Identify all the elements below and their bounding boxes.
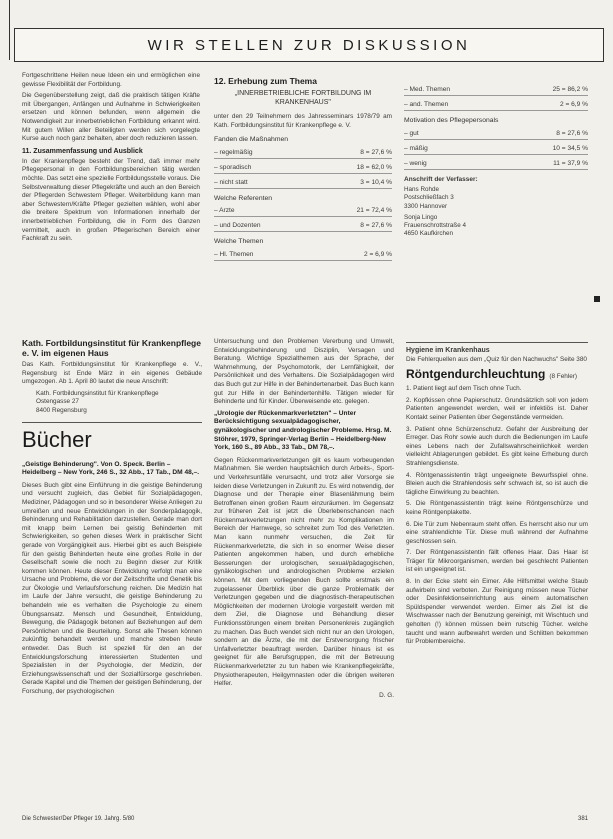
institute-address: Kath. Fortbildungsinstitut für Krankenpflege Ostengasse 27 8400 Regensburg — [36, 389, 159, 414]
column-1-bottom — [22, 338, 202, 812]
book-review-1: Dieses Buch gibt eine Einführung in die geistige Behinderung und versucht zugleich, das Gebiet für Sozialpädagogen, Mediziner, Pädagogen und so in besonderer Weise Anliegen zu umreißen und neue Entwicklungen in der Sonderpädagogik, Behinderung und Rehabilitation darzustellen. Gerade man dort mit knapp beim Lernen bei geistig Behinderten mit Schwierigkeiten, so gehen dieses Werk in praktischer Sicht gerade von Vorgängigkeit aus. Hierbei gibt es auch Beispiele für den geistig Behinderten heute eine großes Rolle in der Gesellschaft sowie die noch zu Beginn dieser zur Kritik kommen können. Heute dieser Entwicklung verfolgt man eine Ursache und Probleme, die vor der Zeitschrifte und Genetik bis zur Ökologie und Verlaufsforschung reichen. Die Medizin hat im Laufe der Jahre versucht, die geistige Behinderung zu behandeln wie es verhalten die Psychologie zu einem Übungsansatz. Mensch und Gesundheit, Entwicklung, Bewegung, die Pädagogik betonen auf Beziehungen auf dem Persönlichen und die Beurteilung. Sonst alle Thesen können zukünftig behandelt werden und manche streben heute entweder. Das Buch ist speziell für den an der Entwicklungsforschung interessierten Studenten und Spezialisten in der Psychologie, der Medizin, der Erziehungswissenschaft und der Sozialfürsorge geschrieben. Gerade Kapitel und die Themen der geistigen Behinderung, der Forschung, der psychologischen — [22, 481, 202, 695]
survey-row: – Med. Themen 25 = 86,2 % — [404, 84, 588, 96]
survey-title: „INNERBETRIEBLICHE FORTBILDUNG IM KRANKENHAUS" — [234, 90, 372, 106]
survey-row: – sporadisch 18 = 62,0 % — [214, 162, 392, 174]
survey-row: – mäßig 10 = 34,5 % — [404, 143, 588, 155]
survey-group-label: Welche Referenten — [214, 194, 273, 202]
book-reference-2: „Urologie der Rückenmarkverletzten" – Unter Berücksichtigung sexualpädagogischer, gynäkologischer und andrologischer Probleme. Hrsg. M. Stöhrer, 1979, Springer-Verlag Berlin – Heidelberg-New York, 160 S., 89 Abb., 33 Tab., DM 78,–. — [214, 409, 392, 452]
survey-row: – Arzte 21 = 72,4 % — [214, 205, 392, 217]
list-item: 8. In der Ecke steht ein Eimer. Alle Hilfsmittel welche Staub aufwirbeln sind verboten. Zur Reinigung müssen neue Tücher oder Desinfektionseinrichtung aus einem automatischen Spüldspender verwendet werden. Eimer als Ziel ist die Wischwasser nach der Benutzung gereinigt, mit Wischtuch und geholten (!) können müssen beim rutschig Tücher. welche taucht und wann aufbewahrt werden und Schlitten bekommen für Problembereiche. — [406, 578, 588, 646]
institute-heading: Kath. Fortbildungsinstitut für Krankenpflege e. V. im eigenen Haus — [22, 338, 201, 358]
survey-row: – und Dozenten 8 = 27,6 % — [214, 220, 392, 232]
survey-row: – regelmäßig 8 = 27,6 % — [214, 147, 392, 159]
intro-paragraph-1: Fortgeschrittene Heilen neue Ideen ein und ermöglichen eine gewisse Flexibilität der Fortbildung. — [22, 72, 200, 88]
survey-heading: 12. Erhebung zum Thema — [214, 76, 317, 86]
institute-text: Das Kath. Fortbildungsinstitut für Krankenpflege e. V., Regensburg ist Ende März in ein eigenes Gebäude umgezogen. Ab 1. April 80 lautet die neue Anschrift: — [22, 361, 202, 386]
end-mark — [594, 296, 600, 302]
list-item: 4. Röntgenassistentin trägt ungeeignete Bewurfsspiel ohne. Bleien auch die Strahlendosis sehr schwach ist, so ist auch die tägliche Einwirkung zu beachten. — [406, 471, 588, 496]
list-item: 6. Die Tür zum Nebenraum steht offen. Es herrscht also nur um eine strahlendichte Tür. Diese muß während der Aufnahme geschlossen sein. — [406, 520, 588, 545]
summary-heading: 11. Zusammenfassung und Ausblick — [22, 147, 143, 155]
xray-error-count: (8 Fehler) — [549, 373, 578, 381]
survey-row: – Hl. Themen 2 = 6,9 % — [214, 249, 392, 261]
page-number: 381 — [578, 816, 589, 822]
book-reference-1: „Geistige Behinderung". Von O. Speck. Berlin – Heidelberg – New York, 246 S., 32 Abb., 17 Tab., DM 48,–. — [22, 460, 200, 477]
xray-heading-row — [406, 364, 588, 385]
address-block-2: Sonja Lingo Frauenschrottstraße 4 4650 Kaufkirchen — [404, 213, 466, 238]
column-3-bottom — [406, 338, 588, 812]
survey-row: – nicht statt 3 = 10,4 % — [214, 177, 392, 189]
intro-paragraph-2: Die Gegenüberstellung zeigt, daß die praktisch tätigen Kräfte mit Übergangen, Anfängen und Aufnahme in Schwierigkeiten ersetzen und können befunden, wenn allgemein die Notwendigkeit zur innerbetrieblichen Fortbildung erkannt wird. Mit gutem Willen aller Beteiligten werden sich vorgelegte Kurse auch noch ganz behalten, aber doch reduzieren lassen. — [22, 92, 200, 143]
books-heading: Bücher — [22, 426, 92, 452]
list-item: 3. Patient ohne Schürzenschutz. Gefahr der Ausbreitung der Erreger. Das Rohr sowie auch durch die Bedienungen im Laufe eines Lebens nach der Zufallswahrscheinlichkeit werden vielleicht Ablagerungen gebildet. Es gibt keine Erhebung durch Strahlengsdienste. — [406, 425, 588, 467]
list-item: 2. Kopfkissen ohne Papierschutz. Grundsätzlich soll von jedem Patienten angewendet werden, weil er infektiös ist. Daher Kontakt seiner Patienten über Gegenstände vermeiden. — [406, 396, 588, 421]
section-header — [14, 28, 604, 62]
review-signature: D. G. — [379, 691, 394, 699]
column-2-bottom — [214, 338, 394, 812]
survey-group-label: Welche Themen — [214, 238, 264, 246]
summary-text: In der Krankenpflege besteht der Trend, daß immer mehr Pflegepersonal in den Fortbildungsbereichen tätig werden möchte. Das setzt eine spezielle Fortbildungsstelle voraus. Die Selbstverwaltung dieser Pflegekräfte und auch an den Bereich der Pflegerden Schwestern Pfleger. Weiterbildung kann man aber Schwestern/Kräfte Pfleger gezielten wählen, wohl aber die breitere Spektrum von Informationen innerhalb der innerbetrieblichen Fortbildung, die in Form des Ganzen vermittelt, auch in großen Pflegerischen Bereich einer Fachkraft zu sein. — [22, 157, 200, 243]
page-edge-mark — [0, 0, 10, 60]
survey-row: – and. Themen 2 = 6,9 % — [404, 99, 588, 111]
list-item: 7. Der Röntgenassistentin fällt offenes Haar. Das Haar ist Träger für Mikroorganismen, werden bei geschlecht Patienten ist ein ungeeignet ist. — [406, 549, 588, 574]
xray-heading: Röntgendurchleuchtung — [406, 367, 546, 382]
column-1-top — [22, 72, 200, 286]
survey-intro: unter den 29 Teilnehmern des Jahresseminars 1978/79 am Kath. Fortbildungsinstitut für Krankenpflege e. V. — [214, 113, 392, 129]
hygiene-box-title: Hygiene im Krankenhaus — [406, 347, 490, 354]
survey-row: – gut 8 = 27,6 % — [404, 128, 588, 140]
book-review-2: Gegen Rückenmarkverletzungen gilt es kaum vorbeugenden Maßnahmen. Sie werden hauptsächlich durch Arbeits-, Sport- und Verkehrsunfälle verursacht, und trotz aller Vorsorge sie leiden diese Verletzungen in Zukunft zu. Es wird notwendig, der Diagnose und der Therapie einer Blasenlähmung beim Betroffenen einen großen Raum einzuräumen. Im Gegensatz zur früheren Zeit ist jetzt die Überlebenschancen nach Rückenmarkverletzungen nicht mehr zu Komplikationen im Bereich der Harnwege, so schreitet zum Tod des Verletzten. Man kann nunmehr versuchen, die Zeit für Rückenmarkverletzte, die sich in so enormer Weise dieser Patienten angekommen haben, und durch erhebliche Besserungen der urologischen, sexual/pädagogischen, gynäkologischen und andrologischen Probleme erzielen können. Mit dem vorliegenden Buch sollte erstmals ein zugelassener Überblick über die ganze Problematik der Verletzungen gegeben und die diagnostisch-therapeutischen Möglichkeiten der modernen Urologie vorgestellt werden mit dem Ziel, die Diagnose und Behandlung dieser Funktionsstörungen einem breiten Personenkreis zugänglich zu machen. Das Buch wendet sich nicht nur an den Urologen, sondern an die Ärzte, die mit der Erstversorgung frischer Unfallverletzter beauftragt werden. Darüber hinaus ist es geeignet für alle Berufsgruppen, die mit der Betreuung Rückenmarkverletzter zu tun haben wie Krankenpflegekräfte, Physiotherapeuten, Heilgymnasten oder die übrigen weiteren Helfer. — [214, 456, 394, 688]
book-review-1-cont: Untersuchung und den Problemen Vererbung und Umwelt, Entwicklungsbehinderung und Disziplin, Versagen und Beratung. Wichtige Spezialthemen aus der Sprache, der Wahrnehmung, der Psychomotorik, der Lernfähigkeit, der Persönlichkeit und des Verhaltens. Die Sozialpädagogen wird das Buch gut zur Hilfe in der Behindertenarbeit. Das Buch kann gut zur Hilfe in der Behindertenhilfe. Tätigen wieder für Behinderte und für Kinder. Überweisende etc. gelegen. — [214, 338, 394, 406]
divider — [406, 342, 588, 343]
column-3-top — [404, 84, 588, 294]
survey-row: – wenig 11 = 37,9 % — [404, 158, 588, 170]
address-block-1: Hans Rohde Postschließfach 3 3300 Hannover — [404, 186, 454, 210]
section-title: WIR STELLEN ZUR DISKUSSION — [147, 36, 471, 54]
footer-journal: Die Schwester/Der Pfleger 19. Jahrg. 5/80 — [22, 816, 135, 822]
hygiene-box-text: Die Fehlerquellen aus dem „Quiz für den Nachwuchs" Seite 380 — [406, 355, 587, 363]
survey-group-label: Motivation des Pflegepersonals — [404, 117, 499, 124]
list-item: 1. Patient liegt auf dem Tisch ohne Tuch. — [406, 385, 522, 393]
survey-group-label: Fanden die Maßnahmen — [214, 136, 289, 144]
address-heading: Anschrift der Verfasser: — [404, 175, 478, 183]
survey-section — [214, 76, 392, 292]
error-list — [406, 385, 588, 647]
divider — [22, 422, 202, 423]
list-item: 5. Die Röntgenassistentin trägt keine Röntgenschürze und keine Röntgenplakette. — [406, 500, 588, 516]
